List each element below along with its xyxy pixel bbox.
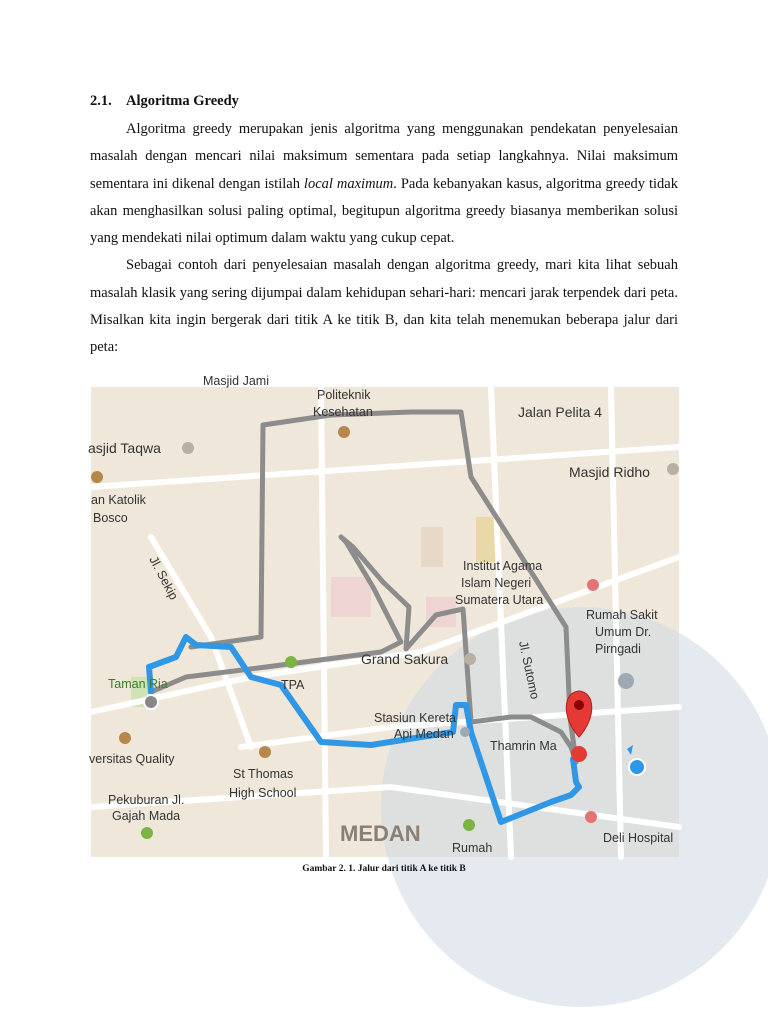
- school-icon: [91, 471, 103, 483]
- train-station-icon: [460, 727, 470, 737]
- mosque-icon: [182, 442, 194, 454]
- school-icon: [119, 732, 131, 744]
- label-taman-ria: Taman Ria: [108, 677, 168, 691]
- label-institut-2: Islam Negeri: [461, 576, 532, 590]
- label-stasiun-1: Stasiun Kereta: [374, 711, 456, 725]
- term-local-maximum: local maximum: [303, 175, 394, 192]
- label-st-thomas-1: St Thomas: [233, 767, 294, 781]
- park-icon: [463, 819, 475, 831]
- street: [321, 387, 326, 857]
- label-an-katolik: an Katolik: [91, 493, 146, 507]
- label-pekuburan-1: Pekuburan Jl.: [108, 793, 185, 807]
- label-kesehatan: Kesehatan: [313, 405, 373, 419]
- label-tpa: TPA: [281, 678, 305, 692]
- mall-icon: [618, 673, 634, 689]
- map-svg: [88, 374, 679, 857]
- section-number: 2.1.: [90, 93, 112, 109]
- paragraph-1-part-b: . Pada kebanyakan kasus, algoritma greedy tidak akan menghasilkan solusi paling optimal, begitupun algoritma greedy biasanya memberikan solusi yang mendekati nilai optimum dalam waktu yang cukup cepat.: [90, 175, 678, 247]
- label-jl-sekip: Jl. Sekip: [146, 553, 181, 603]
- city-center-zone: [381, 607, 768, 1007]
- park-icon: [285, 656, 297, 668]
- label-stasiun-2: Api Medan: [394, 727, 454, 741]
- label-masjid-jami: Masjid Jami: [203, 374, 269, 388]
- figure-caption: Gambar 2. 1. Jalur dari titik A ke titik B: [302, 864, 466, 874]
- label-rumah-sakit-1: Rumah Sakit: [586, 608, 658, 622]
- current-location-dot: [629, 759, 645, 775]
- paragraph-1-part-a: Algoritma greedy merupakan jenis algoritma yang menggunakan pendekatan penyelesaian masalah dengan mencari nilai maksimum sementara pada setiap langkahnya. Nilai maksimum sementara ini dikenal dengan istilah: [90, 121, 678, 192]
- school-icon: [259, 746, 271, 758]
- mosque-icon: [667, 463, 679, 475]
- label-masjid-taqwa: asjid Taqwa: [88, 440, 161, 456]
- section-title: Algoritma Greedy: [126, 93, 239, 109]
- school-icon: [338, 426, 350, 438]
- hospital-icon: [585, 811, 597, 823]
- label-thamrin: Thamrin Ma: [490, 739, 557, 753]
- label-rumah: Rumah: [452, 841, 493, 855]
- label-bosco: Bosco: [93, 511, 128, 525]
- route-map-figure: [88, 374, 679, 857]
- label-grand-sakura: Grand Sakura: [361, 651, 449, 667]
- body-text: [90, 116, 678, 362]
- label-medan: MEDAN: [340, 821, 421, 846]
- label-rumah-sakit-3: Pirngadi: [595, 642, 641, 656]
- paragraph-2: Sebagai contoh dari penyelesaian masalah dengan algoritma greedy, mari kita lihat sebuah masalah klasik yang sering dijumpai dalam kehidupan sehari-hari: mencari jarak terpendek dari peta. Misalkan kita ingin bergerak dari titik A ke titik B, dan kita telah menemukan beberapa jalur dari peta:: [90, 257, 678, 356]
- hotel-icon: [464, 653, 476, 665]
- label-jalan-pelita: Jalan Pelita 4: [518, 404, 603, 420]
- block: [331, 577, 371, 617]
- section-heading: [90, 93, 239, 110]
- label-institut-1: Institut Agama: [463, 559, 543, 573]
- label-versitas-quality: versitas Quality: [89, 752, 175, 766]
- label-rumah-sakit-2: Umum Dr.: [595, 625, 652, 639]
- label-institut-3: Sumatera Utara: [455, 593, 544, 607]
- paragraph-1: [90, 116, 678, 252]
- label-masjid-ridho: Masjid Ridho: [569, 464, 650, 480]
- label-pekuburan-2: Gajah Mada: [112, 809, 181, 823]
- block: [421, 527, 443, 567]
- label-politeknik: Politeknik: [317, 388, 371, 402]
- cemetery-icon: [141, 827, 153, 839]
- label-st-thomas-2: High School: [229, 786, 297, 800]
- start-point-a: [144, 695, 158, 709]
- label-jl-sutomo: Jl. Sutomo: [516, 639, 543, 701]
- label-deli-hospital: Deli Hospital: [603, 831, 674, 845]
- hospital-icon: [587, 579, 599, 591]
